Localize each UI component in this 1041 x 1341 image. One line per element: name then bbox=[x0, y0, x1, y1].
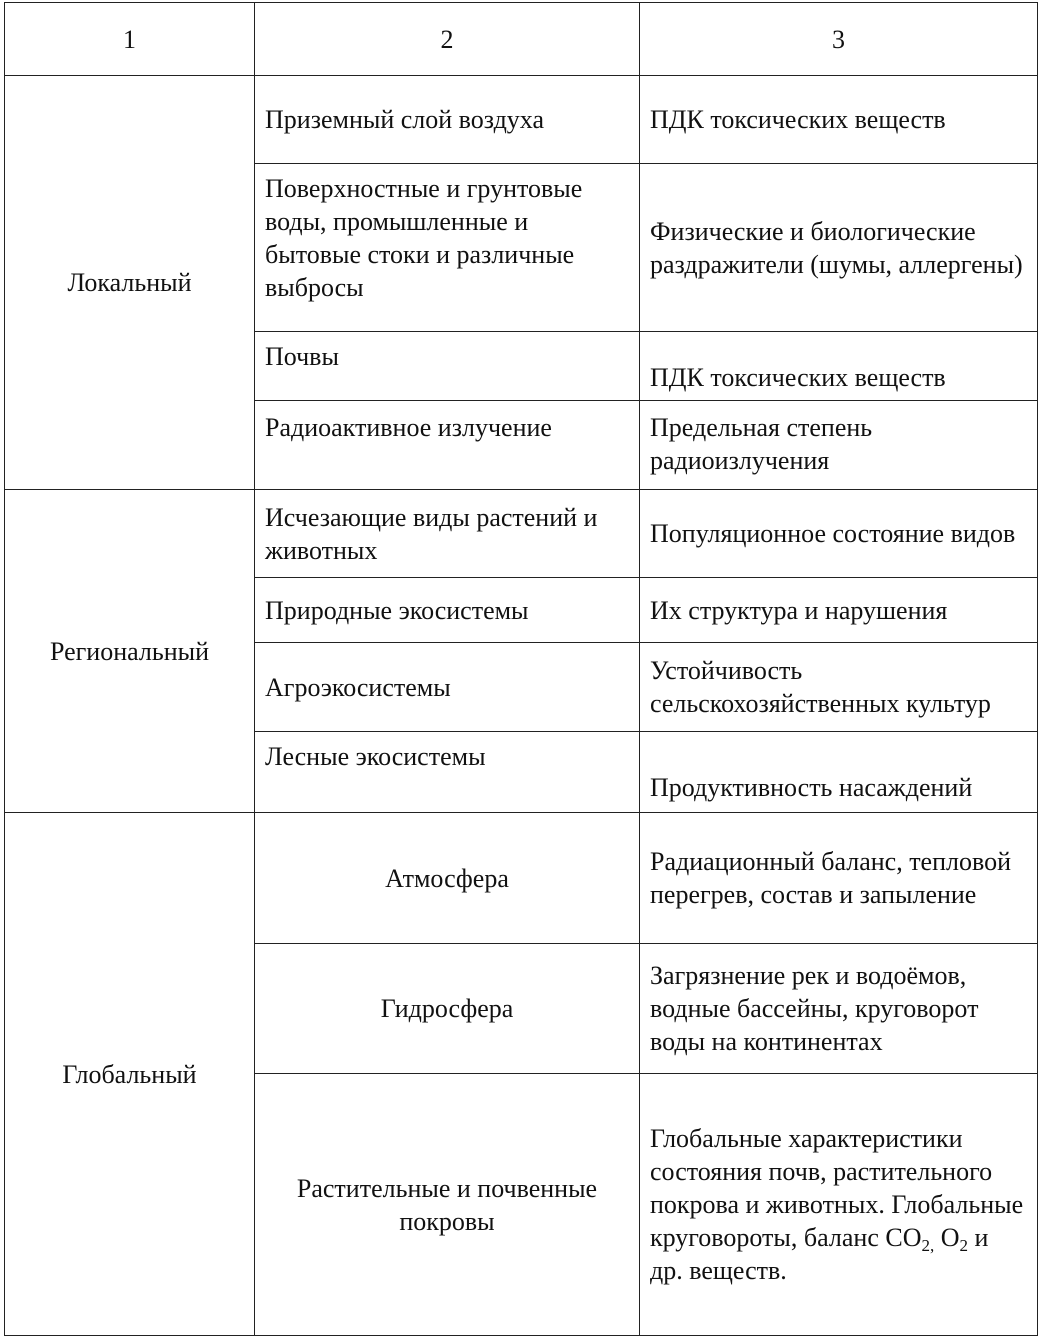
header-col-2: 2 bbox=[255, 3, 640, 76]
level-cell-local: Локальный bbox=[5, 76, 255, 490]
subscript-2: 2, bbox=[921, 1236, 935, 1255]
indicator-cell: Устойчивость сельскохозяйственных культур bbox=[640, 643, 1038, 732]
table-row bbox=[5, 490, 1038, 578]
level-cell-global: Глобальный bbox=[5, 813, 255, 1336]
indicator-text: Глобальные характеристики состояния почв, растительного покрова и животных. Глобальные круговороты, баланс CO bbox=[650, 1124, 1024, 1252]
indicator-cell bbox=[640, 1074, 1038, 1336]
object-cell: Растительные и почвенные покровы bbox=[255, 1074, 640, 1336]
object-cell: Гидросфера bbox=[255, 944, 640, 1074]
indicator-cell: ПДК токсических веществ bbox=[640, 76, 1038, 164]
indicator-cell: Предельная степень радиоизлучения bbox=[640, 401, 1038, 490]
subscript-2b: 2 bbox=[959, 1236, 969, 1255]
indicator-text-o: O bbox=[934, 1223, 960, 1252]
header-col-1: 1 bbox=[5, 3, 255, 76]
object-cell: Исчезающие виды растений и животных bbox=[255, 490, 640, 578]
object-cell: Почвы bbox=[255, 332, 640, 401]
indicator-cell: Загрязнение рек и водоёмов, водные бассейны, круговорот воды на континентах bbox=[640, 944, 1038, 1074]
indicator-cell: Их структура и нарушения bbox=[640, 578, 1038, 643]
indicator-text-end: и др. веществ. bbox=[650, 1223, 989, 1285]
level-cell-regional: Региональный bbox=[5, 490, 255, 813]
object-cell: Радиоактивное излучение bbox=[255, 401, 640, 490]
object-cell: Лесные экосистемы bbox=[255, 732, 640, 813]
indicator-cell: Физические и биологические раздражители (шумы, аллергены) bbox=[640, 164, 1038, 332]
monitoring-table bbox=[4, 2, 1038, 1336]
object-cell: Поверхностные и грунтовые воды, промышленные и бытовые стоки и различные выбросы bbox=[255, 164, 640, 332]
object-cell: Атмосфера bbox=[255, 813, 640, 944]
table-row bbox=[5, 76, 1038, 164]
indicator-cell: Радиационный баланс, тепловой перегрев, состав и запыление bbox=[640, 813, 1038, 944]
indicator-cell: Популяционное состояние видов bbox=[640, 490, 1038, 578]
header-row bbox=[5, 3, 1038, 76]
object-cell: Природные экосистемы bbox=[255, 578, 640, 643]
header-col-3: 3 bbox=[640, 3, 1038, 76]
indicator-cell: Продуктивность насаждений bbox=[640, 732, 1038, 813]
table-row bbox=[5, 813, 1038, 944]
object-cell: Агроэкосистемы bbox=[255, 643, 640, 732]
indicator-cell: ПДК токсических веществ bbox=[640, 332, 1038, 401]
object-cell: Приземный слой воздуха bbox=[255, 76, 640, 164]
